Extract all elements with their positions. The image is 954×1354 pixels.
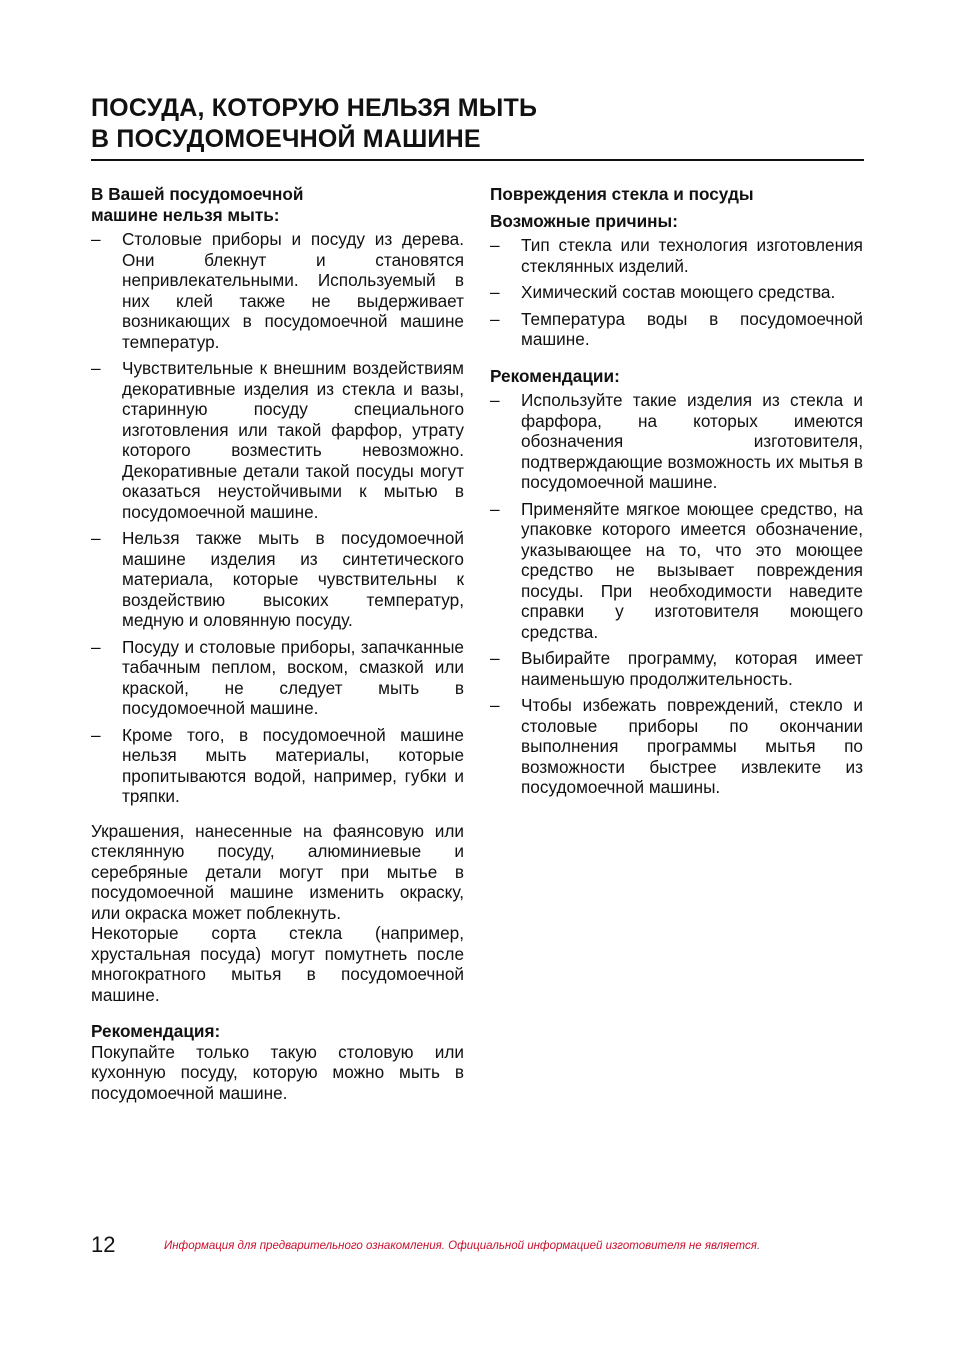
- dash-marker: –: [490, 282, 500, 302]
- dash-marker: –: [490, 648, 500, 668]
- list-item: [490, 282, 863, 303]
- list-item: [91, 358, 464, 522]
- dash-marker: –: [490, 235, 500, 255]
- list-item-text: Тип стекла или технология изготовления стеклянных изделий.: [521, 235, 863, 276]
- list-item-text: Чувствительные к внешним воздействиям декоративные изделия из стекла и вазы, старинную посуду специального изготовления или такой фарфор, утрату которого возместить невозможно. Декоративные детали такой посуды могут оказаться неустойчивыми к мытью в посудомоечной машине.: [122, 358, 464, 522]
- causes-heading: Возможные причины:: [490, 210, 678, 231]
- left-heading-line-1: В Вашей посудомоечной: [91, 184, 304, 204]
- causes-list: [490, 235, 863, 350]
- list-item-text: Химический состав моющего средства.: [521, 282, 836, 302]
- list-item-text: Используйте такие изделия из стекла и фарфора, на которых имеются обозначения изготовителя, подтверждающие возможность их мытья в посудомоечной машине.: [521, 390, 863, 492]
- dash-marker: –: [490, 390, 500, 410]
- list-item-text: Кроме того, в посудомоечной машине нельзя мыть материалы, которые пропитываются водой, например, губки и тряпки.: [122, 724, 464, 806]
- list-item: [91, 528, 464, 631]
- dash-marker: –: [91, 229, 101, 249]
- dash-marker: –: [490, 308, 500, 329]
- list-item: [490, 235, 863, 276]
- recommendations-list: [490, 390, 863, 798]
- list-item-text: Нельзя также мыть в посудомоечной машине изделия из синтетического материала, которые чувствительны к воздействию высоких температур, медную и оловянную посуду.: [122, 528, 464, 630]
- list-item-text: Чтобы избежать повреждений, стекло и столовые приборы по окончании выполнения программы мытья по возможности быстрее извлеките из посудомоечной машины.: [521, 695, 863, 797]
- dash-marker: –: [91, 636, 101, 657]
- dash-marker: –: [91, 528, 101, 548]
- dash-marker: –: [91, 358, 101, 378]
- list-item: [91, 229, 464, 352]
- list-item: [490, 390, 863, 493]
- left-heading: [91, 184, 464, 225]
- decorations-paragraph: Украшения, нанесенные на фаянсовую или стеклянную посуду, алюминиевые и серебряные детали могут при мытье в посудомоечной машине изменить окраску, или окраска может поблекнуть.: [91, 820, 464, 923]
- list-item-text: Температура воды в посудомоечной машине.: [521, 308, 863, 349]
- list-item: [91, 725, 464, 807]
- list-item-text: Посуду и столовые приборы, запачканные табачным пеплом, воском, смазкой или краской, не следует мыть в посудомоечной машине.: [122, 636, 464, 718]
- left-heading-line-2: машине нельзя мыть:: [91, 204, 280, 225]
- page-title-line-1: ПОСУДА, КОТОРУЮ НЕЛЬЗЯ МЫТЬ: [91, 94, 538, 122]
- recommendations-heading: Рекомендации:: [490, 365, 620, 386]
- list-item-text: Применяйте мягкое моющее средство, на упаковке которого имеется обозначение, указывающее на то, что это моющее средство не вызывает повреждения посуды. При необходимости наведите справки у изготовителя моющего средства.: [521, 498, 863, 642]
- page-number: 12: [91, 1232, 116, 1257]
- damage-heading: Повреждения стекла и посуды: [490, 184, 754, 204]
- left-column: [91, 184, 464, 1103]
- list-item: [490, 499, 863, 643]
- list-item-text: Выбирайте программу, которая имеет наименьшую продолжительность.: [521, 648, 863, 689]
- list-item-text: Столовые приборы и посуду из дерева. Они блекнут и становятся непривлекательными. Используемый в них клей также не выдерживает возникающих в посудомоечной машине температур.: [122, 229, 464, 352]
- list-item: [490, 648, 863, 689]
- dash-marker: –: [91, 724, 101, 745]
- page-title: [91, 93, 864, 161]
- dash-marker: –: [490, 498, 500, 519]
- right-column: [490, 184, 863, 804]
- glass-paragraph: Некоторые сорта стекла (например, хрустальная посуда) могут помутнеть после многократного мытья в посудомоечной машине.: [91, 923, 464, 1005]
- list-item: [490, 695, 863, 798]
- page-title-line-2: В ПОСУДОМОЕЧНОЙ МАШИНЕ: [91, 125, 481, 153]
- forbidden-items-list: [91, 229, 464, 807]
- dash-marker: –: [490, 695, 500, 715]
- disclaimer-footer: Информация для предварительного ознакомления. Официальной информацией изготовителя не является.: [164, 1240, 761, 1252]
- recommendation-heading: Рекомендация:: [91, 1021, 221, 1041]
- list-item: [91, 637, 464, 719]
- recommendation-text: Покупайте только такую столовую или кухонную посуду, которую можно мыть в посудомоечной машине.: [91, 1041, 464, 1103]
- list-item: [490, 309, 863, 350]
